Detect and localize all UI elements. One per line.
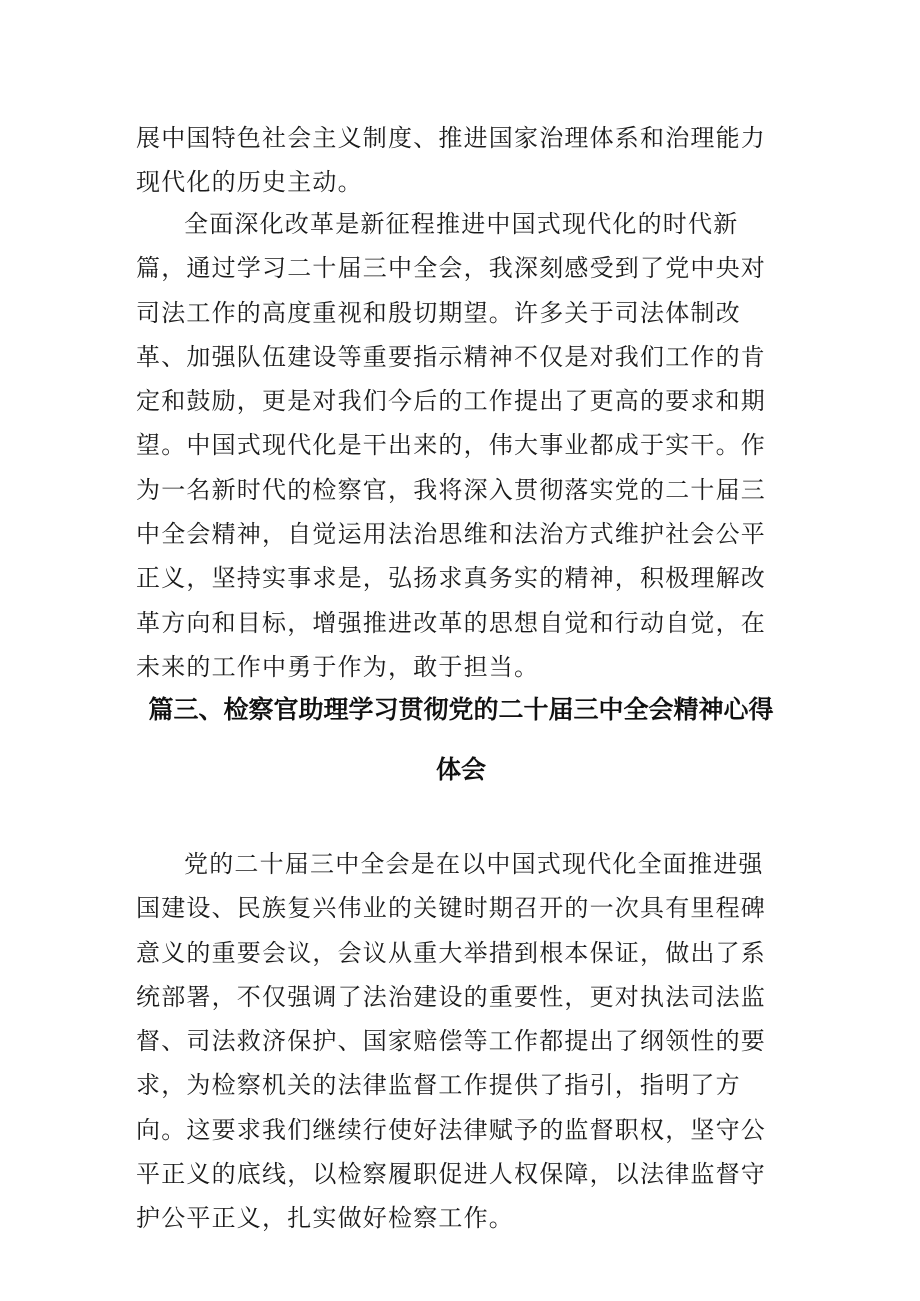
paragraph-plenum-significance: 党的二十届三中全会是在以中国式现代化全面推进强国建设、民族复兴伟业的关键时期召开的一次具有里程碑意义的重要会议，会议从重大举措到根本保证，做出了系统部署，不仅强调了法治建设的重要性，更对执法司法监督、司法救济保护、国家赔偿等工作都提出了纲领性的要求，为检察机关的法律监督工作提供了指引，指明了方向。这要求我们继续行使好法律赋予的监督职权，坚守公平正义的底线，以检察履职促进人权保障，以法律监督守护公平正义，扎实做好检察工作。	[136, 850, 766, 1233]
section-heading-line-2: 体会	[435, 755, 486, 784]
paragraph-continued: 展中国特色社会主义制度、推进国家治理体系和治理能力现代化的历史主动。	[136, 124, 766, 196]
paragraph-reform-reflection: 全面深化改革是新征程推进中国式现代化的时代新篇，通过学习二十届三中全会，我深刻感受到了党中央对司法工作的高度重视和殷切期望。许多关于司法体制改革、加强队伍建设等重要指示精神不仅是对我们工作的肯定和鼓励，更是对我们今后的工作提出了更高的要求和期望。中国式现代化是干出来的，伟大事业都成于实干。作为一名新时代的检察官，我将深入贯彻落实党的二十届三中全会精神，自觉运用法治思维和法治方式维护社会公平正义，坚持实事求是，弘扬求真务实的精神，积极理解改革方向和目标，增强推进改革的思想自觉和行动自觉，在未来的工作中勇于作为，敢于担当。	[136, 210, 766, 681]
section-heading-line-1: 篇三、检察官助理学习贯彻党的二十届三中全会精神心得	[148, 695, 774, 724]
